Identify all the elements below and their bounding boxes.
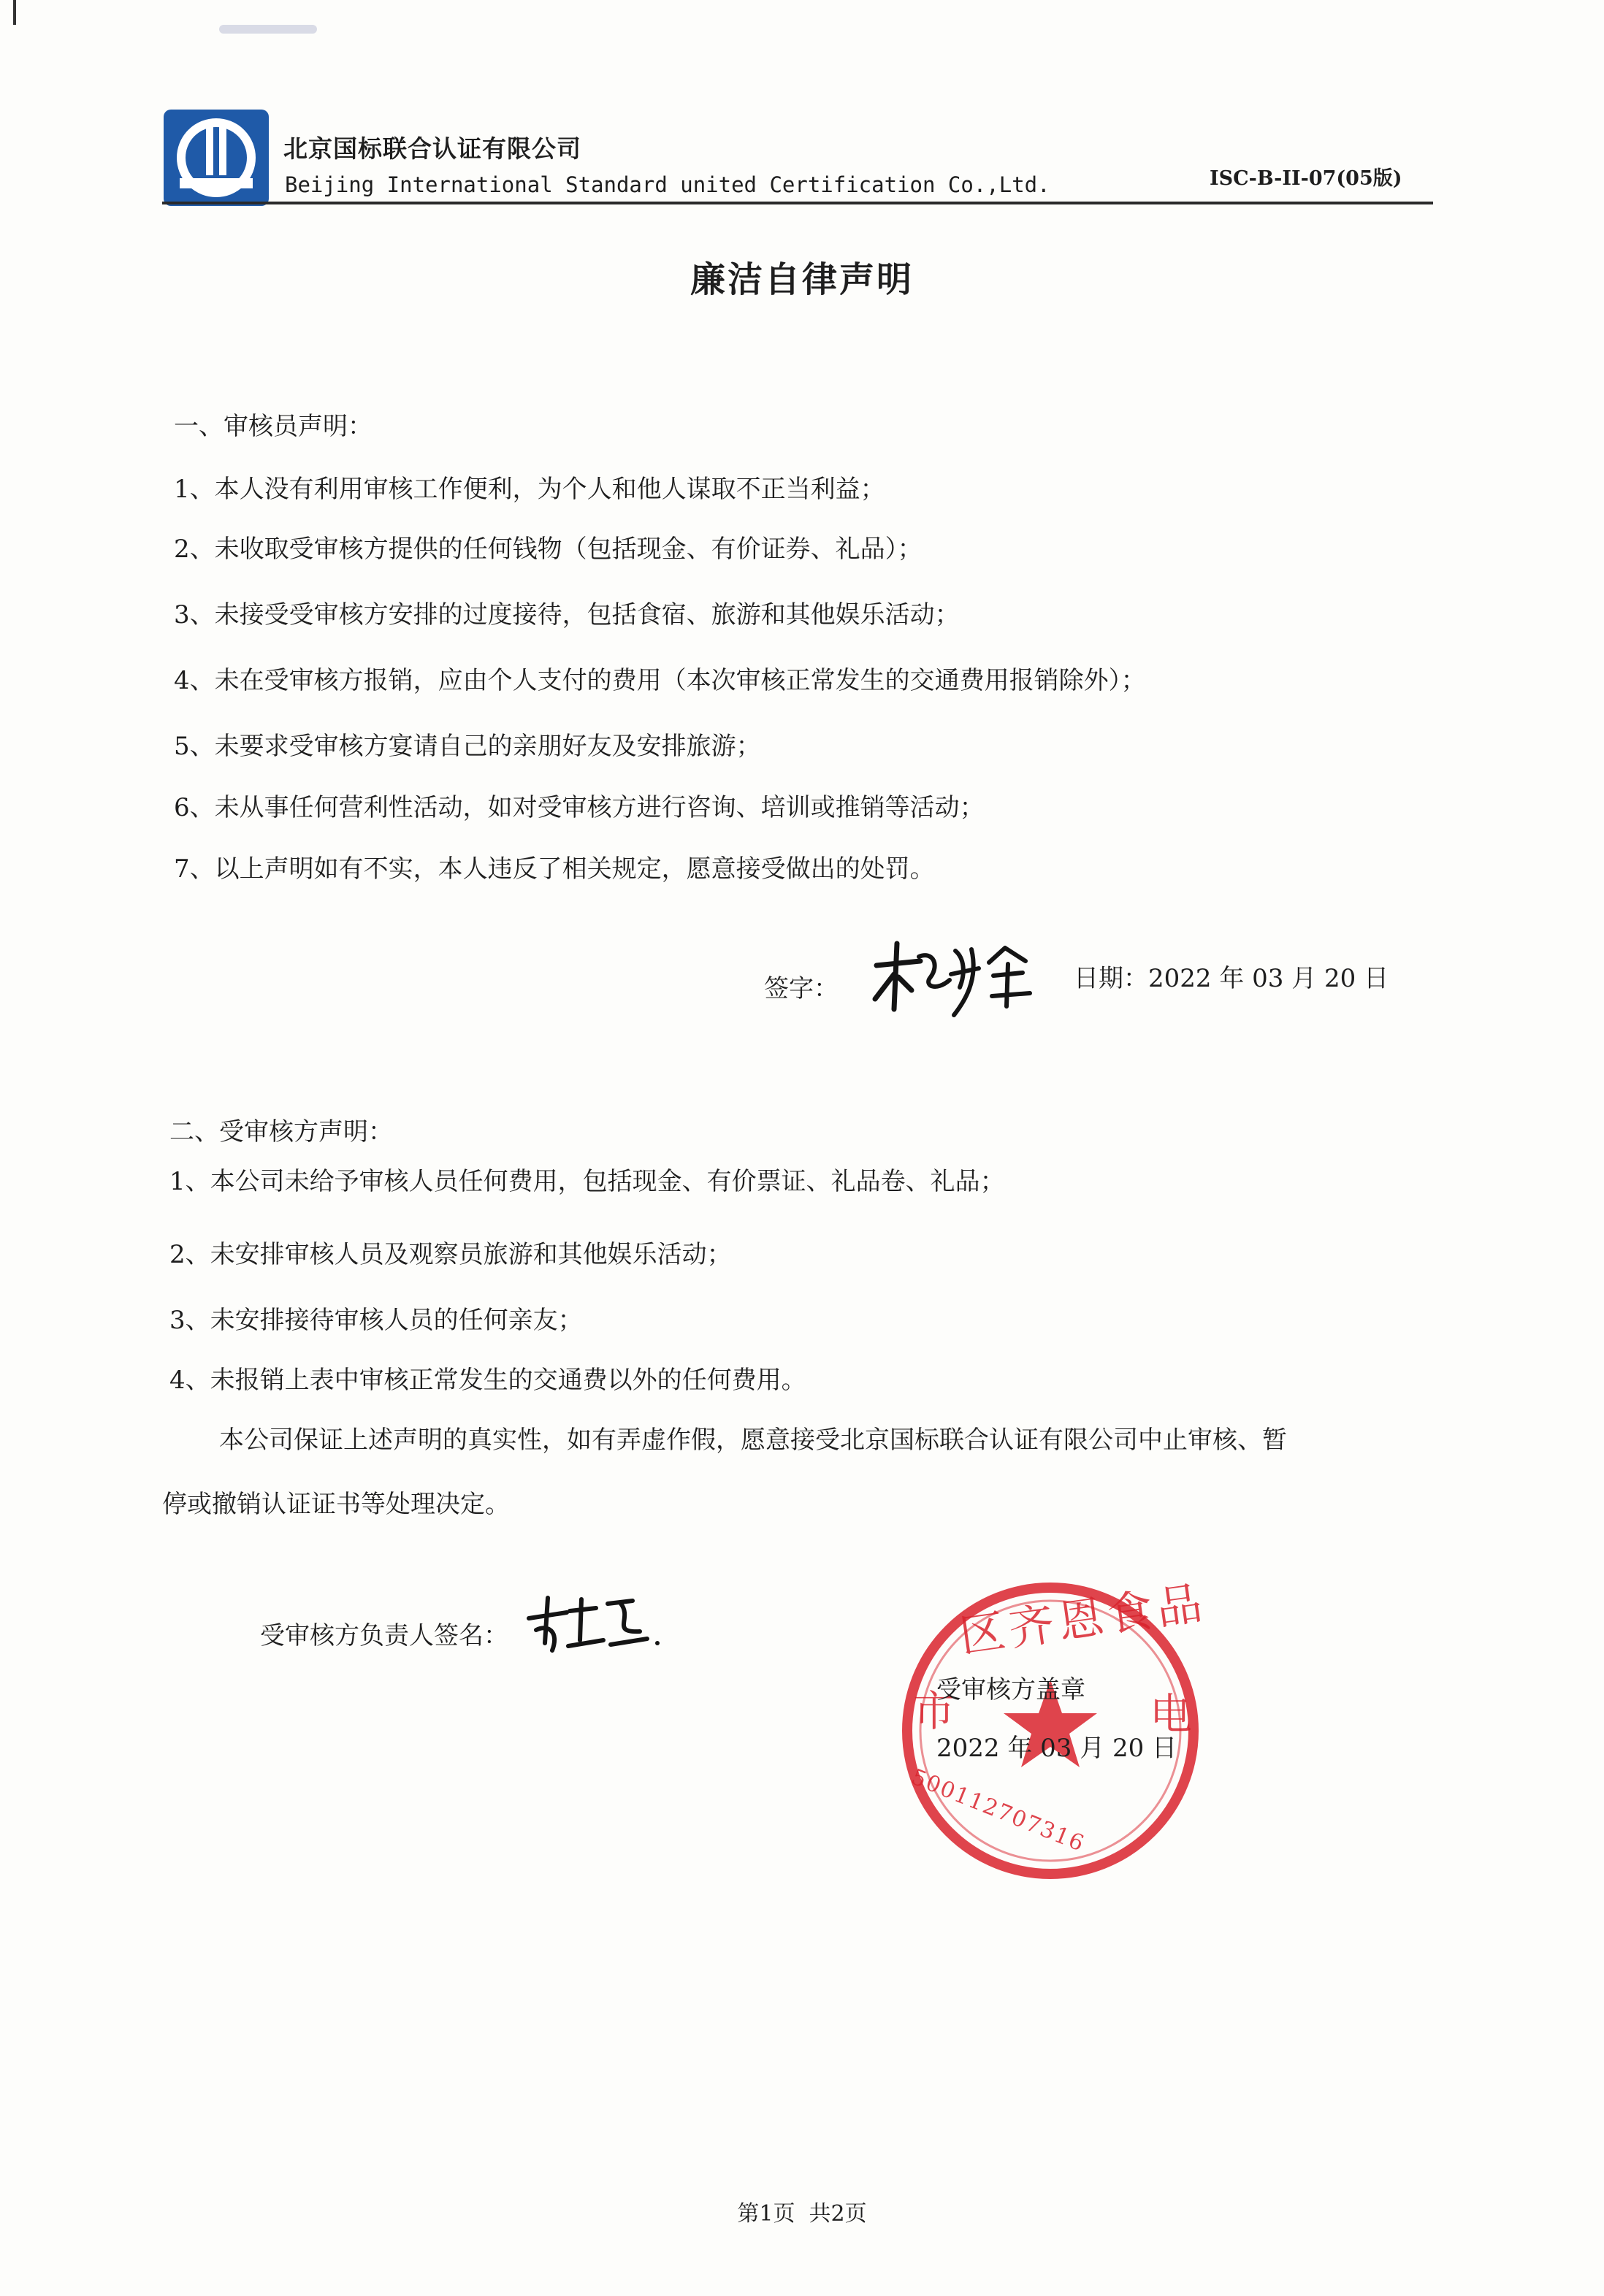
auditee-leader-sign-label: 受审核方负责人签名： bbox=[260, 1621, 508, 1650]
scan-tab-mark bbox=[219, 25, 317, 34]
auditor-item-5: 5、未要求受审核方宴请自己的亲朋好友及安排旅游； bbox=[174, 732, 761, 761]
auditee-section-heading: 二、受审核方声明： bbox=[169, 1117, 393, 1147]
auditor-section-heading: 一、审核员声明： bbox=[174, 412, 373, 441]
auditor-item-3: 3、未接受受审核方安排的过度接待，包括食宿、旅游和其他娱乐活动； bbox=[174, 600, 960, 630]
auditee-item-1: 1、本公司未给予审核人员任何费用，包括现金、有价票证、礼品卷、礼品； bbox=[169, 1167, 1005, 1196]
company-name-cn: 北京国标联合认证有限公司 bbox=[283, 134, 581, 163]
document-code: ISC-B-II-07(05版) bbox=[1210, 167, 1402, 190]
auditee-item-2: 2、未安排审核人员及观察员旅游和其他娱乐活动； bbox=[169, 1240, 732, 1269]
scan-corner-mark bbox=[0, 0, 16, 25]
auditor-item-2: 2、未收取受审核方提供的任何钱物（包括现金、有价证券、礼品）； bbox=[174, 535, 923, 564]
auditor-item-7: 7、以上声明如有不实，本人违反了相关规定，愿意接受做出的处罚。 bbox=[174, 854, 935, 884]
auditee-seal-label: 受审核方盖章 bbox=[936, 1675, 1085, 1704]
company-name-en: Beijing International Standard united Certification Co.,Ltd. bbox=[285, 172, 1050, 197]
auditor-sign-label: 签字： bbox=[764, 974, 839, 1003]
auditee-leader-signature bbox=[523, 1589, 669, 1665]
seal-text-top: 区齐恩食品 bbox=[956, 1575, 1210, 1664]
auditee-guarantee-line-2: 停或撤销认证证书等处理决定。 bbox=[162, 1490, 510, 1519]
header-rule bbox=[162, 202, 1433, 204]
auditee-item-4: 4、未报销上表中审核正常发生的交通费以外的任何费用。 bbox=[169, 1366, 806, 1395]
auditor-signature bbox=[869, 929, 1052, 1027]
auditee-item-3: 3、未安排接待审核人员的任何亲友； bbox=[169, 1306, 583, 1335]
auditee-guarantee-line-1: 本公司保证上述声明的真实性，如有弄虚作假，愿意接受北京国标联合认证有限公司中止审核、暂 bbox=[219, 1426, 1287, 1455]
auditor-item-6: 6、未从事任何营利性活动，如对受审核方进行咨询、培训或推销等活动； bbox=[174, 793, 985, 822]
document-title: 廉洁自律声明 bbox=[690, 259, 914, 300]
auditor-sign-date: 日期：2022 年 03 月 20 日 bbox=[1074, 964, 1389, 993]
auditor-item-1: 1、本人没有利用审核工作便利，为个人和他人谋取不正当利益； bbox=[174, 475, 885, 504]
page-number: 第1页 共2页 bbox=[737, 2201, 867, 2227]
seal-text-right: 电 bbox=[1150, 1689, 1193, 1739]
seal-code: 500112707316 bbox=[907, 1764, 1089, 1858]
auditee-seal-date: 2022 年 03 月 20 日 bbox=[936, 1734, 1177, 1763]
auditor-item-4: 4、未在受审核方报销，应由个人支付的费用（本次审核正常发生的交通费用报销除外）； bbox=[174, 666, 1146, 695]
company-logo bbox=[162, 108, 270, 207]
seal-text-left: 市 bbox=[913, 1686, 956, 1736]
